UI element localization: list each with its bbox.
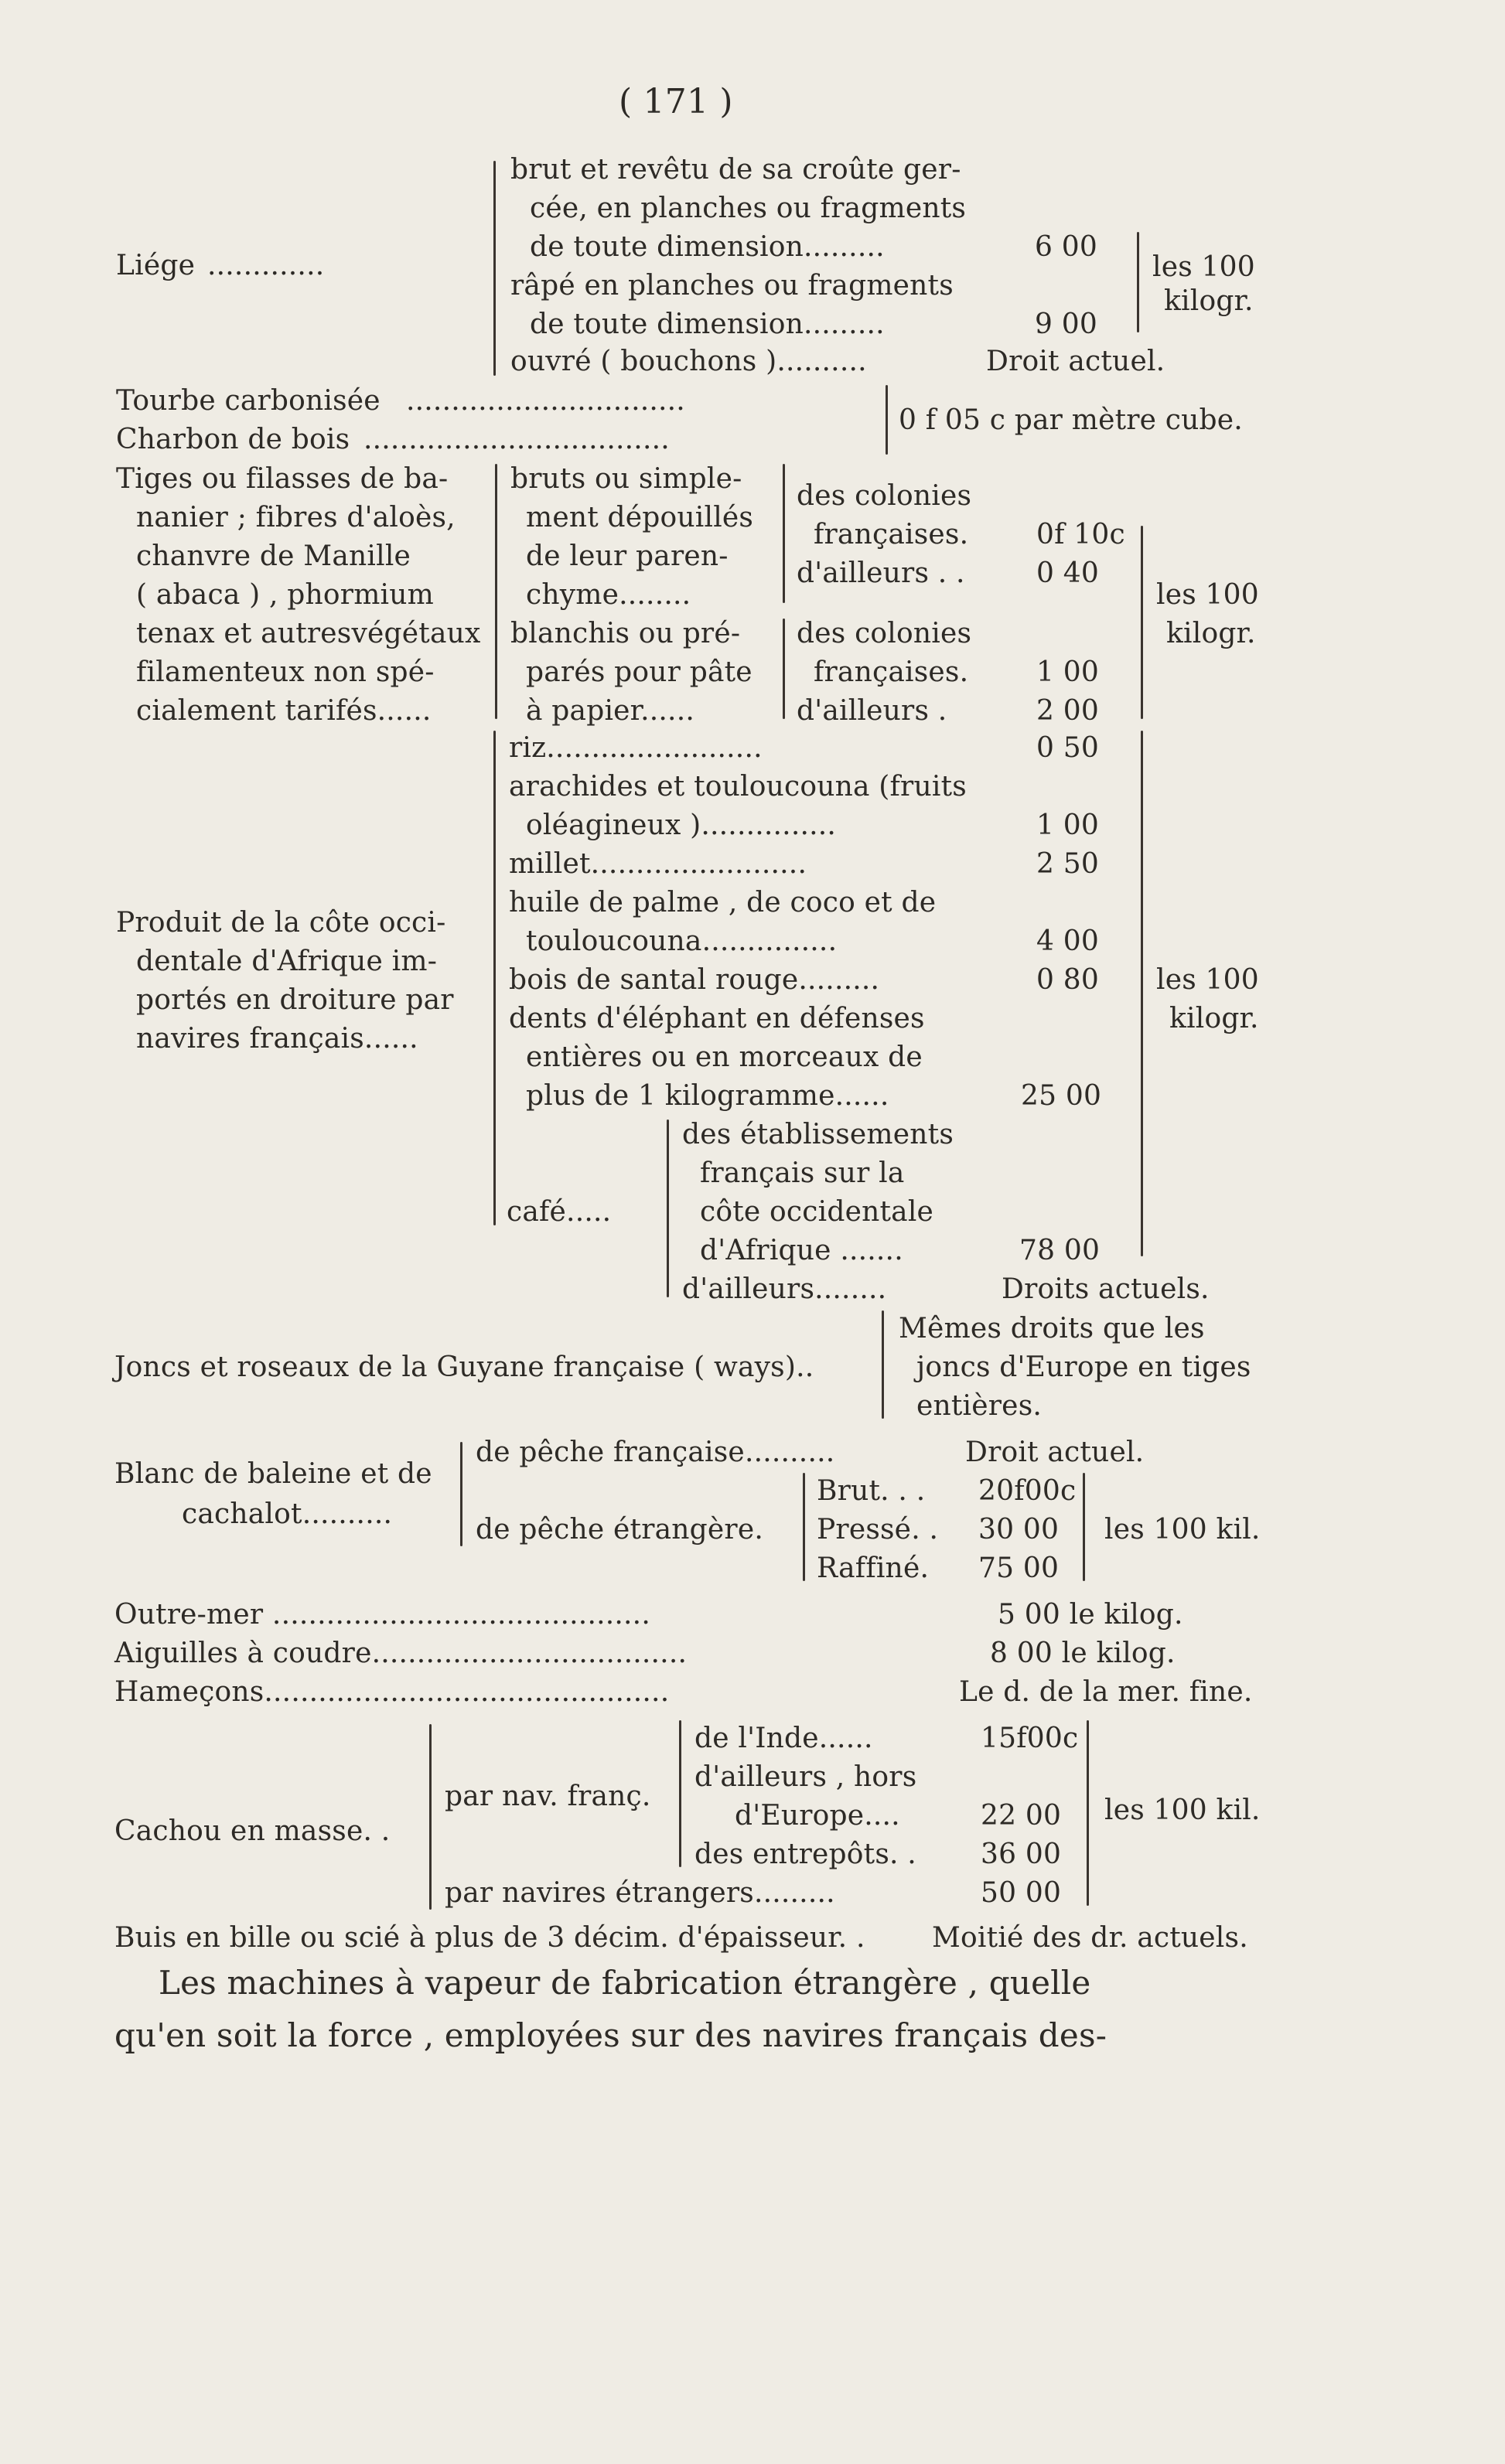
- joncs-val-2: joncs d'Europe en tiges: [916, 1351, 1251, 1383]
- baleine-fr-value: Droit actuel.: [965, 1436, 1145, 1468]
- buis-value: Moitié des dr. actuels.: [932, 1922, 1248, 1954]
- tiges-col2-2: françaises.: [814, 656, 969, 688]
- tiges-blanchis-3: à papier......: [526, 695, 694, 727]
- tiges-col2-1: des colonies: [797, 618, 972, 649]
- liege-brut-value: 6 00: [1035, 231, 1097, 263]
- cachou-item-1: de l'Inde......: [694, 1723, 873, 1754]
- liege-rape-value: 9 00: [1035, 308, 1097, 340]
- cafe-item-3: côte occidentale: [700, 1196, 934, 1228]
- liege-brace: [493, 161, 496, 376]
- afrique-label-3: portés en droiture par: [136, 984, 454, 1016]
- cafe-item-2: français sur la: [700, 1157, 905, 1189]
- tiges-bruts-2: ment dépouillés: [526, 502, 754, 533]
- joncs-val-1: Mêmes droits que les: [899, 1313, 1205, 1344]
- liege-dots: .............: [207, 250, 325, 281]
- cachou-brace: [429, 1724, 432, 1910]
- cafe-value: 78 00: [1019, 1235, 1101, 1266]
- aiguilles-value: 8 00 le kilog.: [990, 1638, 1176, 1669]
- liege-rape-2: de toute dimension.........: [530, 308, 885, 340]
- baleine-etr-brace: [803, 1473, 805, 1581]
- cachou-unit-brace: [1087, 1720, 1089, 1906]
- afrique-unit-brace: [1141, 731, 1143, 1256]
- liege-brut-2: cée, en planches ou fragments: [530, 193, 967, 224]
- hamecons-label: Hameçons.............................................: [114, 1676, 670, 1708]
- liege-brut-1: brut et revêtu de sa croûte ger-: [510, 154, 961, 186]
- tiges-label-2: nanier ; fibres d'aloès,: [136, 502, 456, 533]
- baleine-label-1: Blanc de baleine et de: [114, 1458, 432, 1490]
- tiges-val1-1: 0f 10c: [1036, 519, 1125, 550]
- outremer-value: 5 00 le kilog.: [998, 1599, 1183, 1631]
- baleine-brace: [460, 1442, 462, 1546]
- liege-unit-2: kilogr.: [1164, 285, 1254, 317]
- joncs-brace: [882, 1310, 884, 1419]
- tiges-unit-brace: [1141, 526, 1143, 719]
- hamecons-value: Le d. de la mer. fine.: [959, 1676, 1253, 1708]
- afrique-item-1: riz........................: [509, 732, 763, 764]
- tiges-val2-2: 2 00: [1036, 695, 1099, 727]
- charbon-dots: ..................................: [363, 424, 670, 455]
- outremer-label: Outre-mer ..........................................: [114, 1599, 650, 1631]
- cafe-label: café.....: [507, 1196, 612, 1228]
- afrique-item-2: arachides et touloucouna (fruits: [509, 771, 967, 803]
- baleine-fr: de pêche française..........: [476, 1436, 835, 1468]
- cafe-other-value: Droits actuels.: [1002, 1273, 1210, 1305]
- afrique-unit-2: kilogr.: [1169, 1003, 1259, 1034]
- afrique-val-1: 0 50: [1036, 732, 1099, 764]
- tiges-brace: [495, 464, 497, 719]
- tiges-unit-1: les 100: [1156, 579, 1259, 611]
- baleine-etr-item-3: Raffiné.: [817, 1552, 930, 1584]
- tiges-label-1: Tiges ou filasses de ba-: [116, 463, 449, 495]
- tiges-blanchis-1: blanchis ou pré-: [510, 618, 741, 649]
- afrique-label-1: Produit de la côte occi-: [116, 907, 446, 939]
- afrique-item-3: oléagineux )...............: [526, 809, 837, 841]
- tiges-val2-1: 1 00: [1036, 656, 1099, 688]
- afrique-label-2: dentale d'Afrique im-: [136, 946, 438, 977]
- tiges-bruts-1: bruts ou simple-: [510, 463, 742, 495]
- afrique-val-7: 0 80: [1036, 964, 1099, 996]
- paragraph-line-1: Les machines à vapeur de fabrication étrangère , quelle: [159, 1964, 1091, 2002]
- charbon-label: Charbon de bois: [116, 424, 350, 455]
- cachou-label: Cachou en masse. .: [114, 1815, 391, 1847]
- cachou-val-3: 36 00: [981, 1839, 1062, 1870]
- cachou-nav-fr: par nav. franç.: [445, 1781, 651, 1812]
- tourbe-label: Tourbe carbonisée: [116, 385, 381, 417]
- cachou-val-1: 15f00c: [981, 1723, 1079, 1754]
- cachou-etr-value: 50 00: [981, 1877, 1062, 1909]
- cafe-item-1: des établissements: [682, 1119, 954, 1150]
- tiges-label-3: chanvre de Manille: [136, 540, 411, 572]
- cafe-item-4: d'Afrique .......: [700, 1235, 903, 1266]
- baleine-unit: les 100 kil.: [1104, 1514, 1261, 1546]
- tourbe-brace: [886, 385, 888, 455]
- cachou-unit: les 100 kil.: [1104, 1794, 1261, 1826]
- cachou-item-2: d'ailleurs , hors: [694, 1761, 917, 1793]
- tiges-label-6: filamenteux non spé-: [136, 656, 435, 688]
- afrique-item-4: millet........................: [509, 848, 807, 880]
- tourbe-dots: ...............................: [406, 385, 685, 417]
- tiges-label-7: cialement tarifés......: [136, 695, 432, 727]
- tiges-col2-3: d'ailleurs .: [797, 695, 947, 727]
- cafe-item-5: d'ailleurs........: [682, 1273, 887, 1305]
- buis-label: Buis en bille ou scié à plus de 3 décim. d'épaisseur. .: [114, 1922, 865, 1954]
- afrique-item-5: huile de palme , de coco et de: [509, 887, 937, 918]
- afrique-brace: [493, 731, 496, 1225]
- tiges-col1-1: des colonies: [797, 480, 972, 512]
- afrique-item-6: touloucouna...............: [526, 925, 838, 957]
- tiges-bruts-4: chyme........: [526, 579, 691, 611]
- baleine-etr-item-2: Pressé. .: [817, 1514, 939, 1546]
- liege-unit-1: les 100: [1152, 251, 1255, 283]
- afrique-item-10: plus de 1 kilogramme......: [526, 1080, 889, 1112]
- tiges-bruts-3: de leur paren-: [526, 540, 729, 572]
- afrique-val-4: 2 50: [1036, 848, 1099, 880]
- liege-label: Liége: [116, 250, 196, 281]
- tiges-col1-3: d'ailleurs . .: [797, 557, 965, 589]
- joncs-val-3: entières.: [916, 1390, 1043, 1422]
- cachou-item-3: d'Europe....: [735, 1800, 900, 1832]
- baleine-etr-val-3: 75 00: [978, 1552, 1060, 1584]
- tiges-unit-2: kilogr.: [1166, 618, 1256, 649]
- baleine-unit-brace: [1083, 1473, 1085, 1581]
- tourbe-value: 0 f 05 c par mètre cube.: [899, 404, 1243, 436]
- tiges-col1-brace: [783, 464, 785, 603]
- page-number: ( 171 ): [619, 82, 733, 121]
- liege-ouvre: ouvré ( bouchons )..........: [510, 346, 867, 377]
- afrique-val-3: 1 00: [1036, 809, 1099, 841]
- tiges-col2-brace: [783, 619, 785, 719]
- baleine-etr: de pêche étrangère.: [476, 1514, 763, 1546]
- tiges-col1-2: françaises.: [814, 519, 969, 550]
- liege-brut-3: de toute dimension.........: [530, 231, 885, 263]
- cachou-nav-brace: [679, 1720, 681, 1867]
- tiges-blanchis-2: parés pour pâte: [526, 656, 752, 688]
- liege-unit-brace: [1137, 232, 1139, 332]
- paragraph-line-2: qu'en soit la force , employées sur des navires français des-: [114, 2016, 1107, 2054]
- cachou-item-4: des entrepôts. .: [694, 1839, 916, 1870]
- cachou-etr: par navires étrangers.........: [445, 1877, 835, 1909]
- afrique-item-8: dents d'éléphant en défenses: [509, 1003, 925, 1034]
- afrique-val-10: 25 00: [1021, 1080, 1102, 1112]
- tiges-label-4: ( abaca ) , phormium: [136, 579, 434, 611]
- baleine-label-2: cachalot..........: [182, 1498, 393, 1530]
- cafe-brace: [667, 1120, 669, 1297]
- liege-rape-1: râpé en planches ou fragments: [510, 270, 954, 302]
- liege-ouvre-value: Droit actuel.: [986, 346, 1165, 377]
- baleine-etr-item-1: Brut. . .: [817, 1475, 926, 1507]
- afrique-item-9: entières ou en morceaux de: [526, 1041, 923, 1073]
- afrique-unit-1: les 100: [1156, 964, 1259, 996]
- baleine-etr-val-1: 20f00c: [978, 1475, 1077, 1507]
- joncs-label: Joncs et roseaux de la Guyane française ( ways)..: [114, 1351, 814, 1383]
- afrique-val-6: 4 00: [1036, 925, 1099, 957]
- afrique-label-4: navires français......: [136, 1023, 418, 1055]
- baleine-etr-val-2: 30 00: [978, 1514, 1060, 1546]
- cachou-val-2: 22 00: [981, 1800, 1062, 1832]
- tiges-label-5: tenax et autresvégétaux: [136, 618, 481, 649]
- tiges-val1-2: 0 40: [1036, 557, 1099, 589]
- afrique-item-7: bois de santal rouge.........: [509, 964, 880, 996]
- aiguilles-label: Aiguilles à coudre...................................: [114, 1638, 688, 1669]
